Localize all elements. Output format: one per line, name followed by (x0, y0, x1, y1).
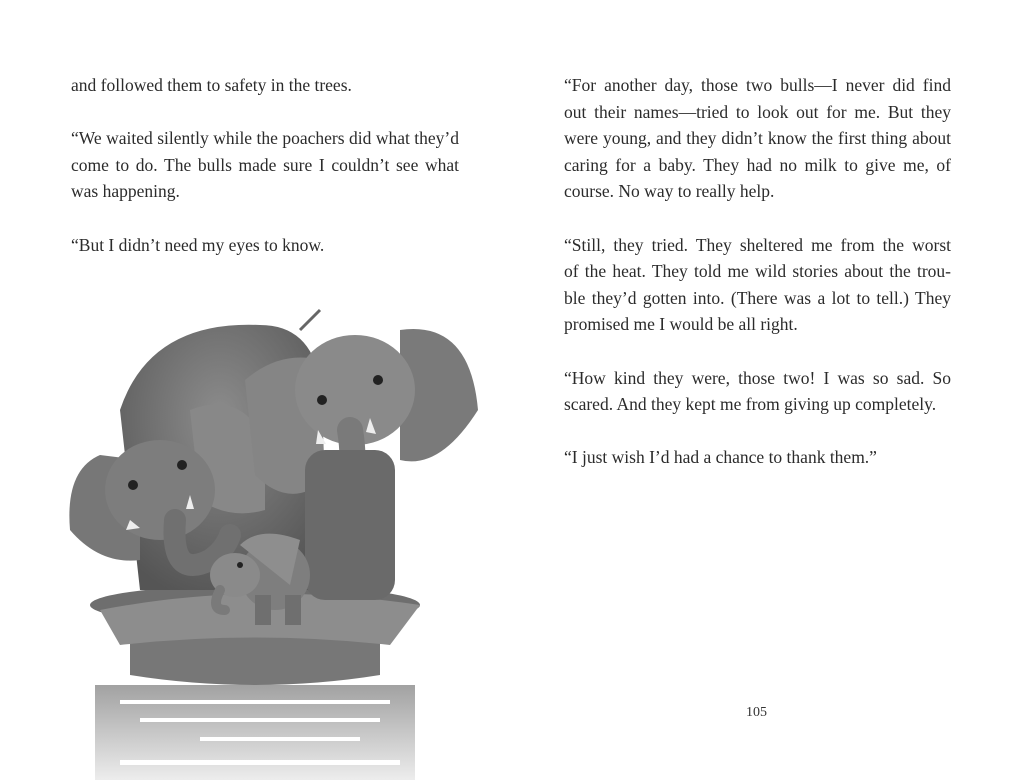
left-page-text (71, 72, 459, 258)
right-page-text (564, 72, 951, 471)
text-line: “We waited silently while the poachers did what they’d (71, 128, 459, 149)
text-line: out their names—tried to look out for me. But they (564, 101, 951, 122)
text-line: scared. And they kept me from giving up completely. (564, 394, 937, 415)
text-line: “How kind they were, those two! I was so sad. So (564, 367, 951, 388)
text-line: caring for a baby. They had no milk to give me, of (564, 154, 951, 175)
paragraph (564, 444, 951, 471)
paragraph (71, 72, 459, 99)
text-line: come to do. The bulls made sure I couldn’t see what (71, 154, 459, 175)
text-line: “But I didn’t need my eyes to know. (71, 234, 325, 255)
elephant-family-illustration (60, 300, 500, 783)
text-line: course. No way to really help. (564, 181, 775, 202)
page-number: 105 (746, 705, 767, 720)
text-line: “For another day, those two bulls—I never did find (564, 75, 951, 95)
text-line: of the heat. They told me wild stories about the trou- (564, 261, 951, 282)
paragraph (71, 232, 459, 259)
text-line: was happening. (71, 181, 180, 202)
text-line: ble they’d gotten into. (There was a lot to tell.) They (564, 287, 951, 308)
paragraph (564, 232, 951, 338)
text-line: were young, and they didn’t know the first thing about (564, 128, 951, 149)
water-reflection (95, 685, 415, 780)
paragraph (564, 365, 951, 418)
text-line: and followed them to safety in the trees. (71, 75, 352, 95)
paragraph (71, 125, 459, 205)
text-line: promised me I would be all right. (564, 314, 798, 335)
paragraph (564, 72, 951, 205)
text-line: “I just wish I’d had a chance to thank them.” (564, 447, 877, 468)
text-line: “Still, they tried. They sheltered me from the worst (564, 234, 951, 255)
